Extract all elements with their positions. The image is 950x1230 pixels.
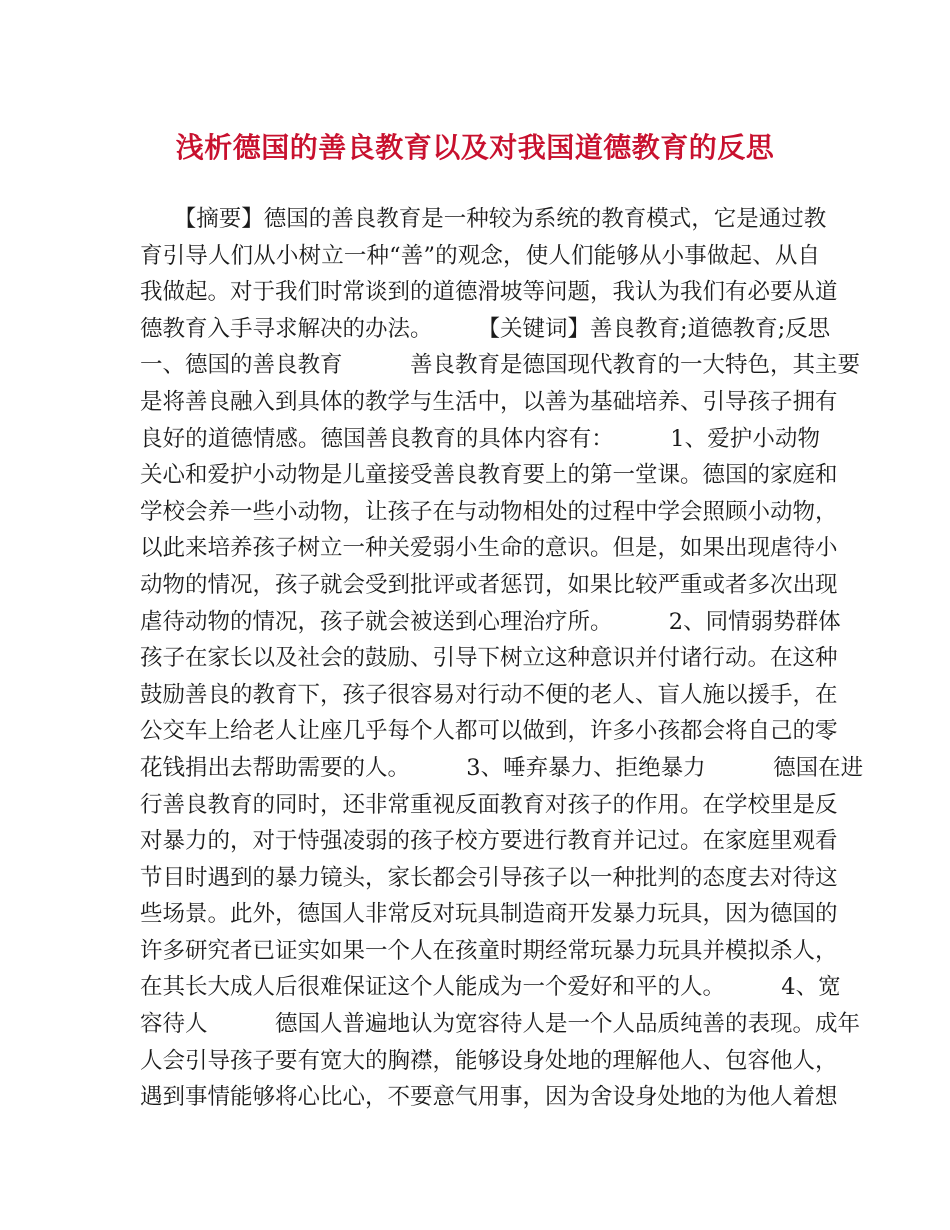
body-line: 我做起。对于我们时常谈到的道德滑坡等问题，我认为我们有必要从道 xyxy=(140,279,838,306)
body-line: 些场景。此外，德国人非常反对玩具制造商开发暴力玩具，因为德国的 xyxy=(140,901,838,928)
body-line: 对暴力的，对于恃强凌弱的孩子校方要进行教育并记过。在家庭里观看 xyxy=(140,828,838,855)
body-line: 遇到事情能够将心比心，不要意气用事，因为舍设身处地的为他人着想 xyxy=(140,1084,838,1111)
body-line: 育引导人们从小树立一种“善”的观念，使人们能够从小事做起、从自 xyxy=(140,242,820,269)
body-line: 良好的道德情感。德国善良教育的具体内容有： 1、爱护小动物 xyxy=(140,425,820,452)
body-line: 虐待动物的情况，孩子就会被送到心理治疗所。 2、同情弱势群体 xyxy=(140,608,841,635)
body-line: 动物的情况，孩子就会受到批评或者惩罚，如果比较严重或者多次出现 xyxy=(140,571,838,598)
body-line: 节目时遇到的暴力镜头，家长都会引导孩子以一种批判的态度去对待这 xyxy=(140,864,838,891)
body-line: 公交车上给老人让座几乎每个人都可以做到，许多小孩都会将自己的零 xyxy=(140,718,838,745)
body-line: 一、德国的善良教育 善良教育是德国现代教育的一大特色，其主要 xyxy=(140,352,861,379)
body-line: 【摘要】德国的善良教育是一种较为系统的教育模式，它是通过教 xyxy=(140,206,827,232)
document-title: 浅析德国的善良教育以及对我国道德教育的反思 xyxy=(175,131,775,164)
body-line: 学校会养一些小动物，让孩子在与动物相处的过程中学会照顾小动物， xyxy=(140,498,838,525)
document-body xyxy=(140,201,864,1116)
body-line: 容待人 德国人普遍地认为宽容待人是一个人品质纯善的表现。成年 xyxy=(140,1011,861,1038)
body-line: 许多研究者已证实如果一个人在孩童时期经常玩暴力玩具并模拟杀人， xyxy=(140,937,838,964)
body-line: 花钱捐出去帮助需要的人。 3、唾弃暴力、拒绝暴力 德国在进 xyxy=(140,754,864,781)
body-line: 行善良教育的同时，还非常重视反面教育对孩子的作用。在学校里是反 xyxy=(140,791,838,818)
body-line: 人会引导孩子要有宽大的胸襟，能够设身处地的理解他人、包容他人， xyxy=(140,1047,838,1074)
body-line: 以此来培养孩子树立一种关爱弱小生命的意识。但是，如果出现虐待小 xyxy=(140,535,838,562)
body-line: 在其长大成人后很难保证这个人能成为一个爱好和平的人。 4、宽 xyxy=(140,974,841,1001)
body-line: 鼓励善良的教育下，孩子很容易对行动不便的老人、盲人施以援手，在 xyxy=(140,681,838,708)
body-line: 是将善良融入到具体的教学与生活中，以善为基础培养、引导孩子拥有 xyxy=(140,388,838,415)
body-line: 德教育入手寻求解决的办法。 【关键词】善良教育;道德教育;反思 xyxy=(140,315,831,342)
body-line: 孩子在家长以及社会的鼓励、引导下树立这种意识并付诸行动。在这种 xyxy=(140,645,838,672)
body-line: 关心和爱护小动物是儿童接受善良教育要上的第一堂课。德国的家庭和 xyxy=(140,462,838,489)
